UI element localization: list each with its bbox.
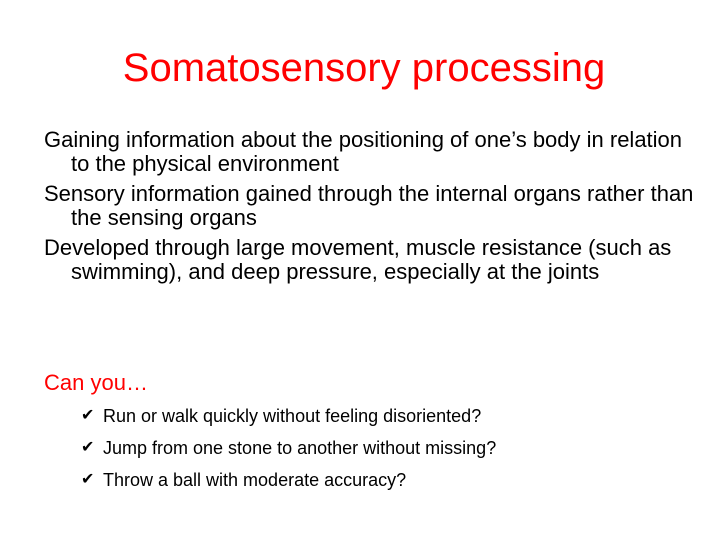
checklist-item — [81, 469, 496, 491]
checklist — [81, 405, 496, 501]
checklist-item-label: Jump from one stone to another without missing? — [103, 438, 497, 458]
checkmark-icon: ✔ — [81, 439, 95, 456]
bullet-item: Developed through large movement, muscle resistance (such as swimming), and deep pressure, especially at the joints — [44, 235, 672, 284]
checkmark-icon: ✔ — [81, 471, 95, 488]
bullet-item: Gaining information about the positioning of one’s body in relation to the physical environment — [44, 127, 683, 176]
checklist-item-label: Throw a ball with moderate accuracy? — [103, 470, 407, 490]
can-you-heading: Can you… — [44, 370, 148, 395]
checkmark-icon: ✔ — [81, 407, 95, 424]
checklist-item — [81, 437, 496, 459]
bullet-item: Sensory information gained through the internal organs rather than the sensing organs — [44, 181, 694, 230]
checklist-item-label: Run or walk quickly without feeling disoriented? — [103, 406, 482, 426]
slide-title: Somatosensory processing — [122, 46, 606, 90]
bullet-list — [44, 128, 694, 290]
checklist-item — [81, 405, 496, 427]
